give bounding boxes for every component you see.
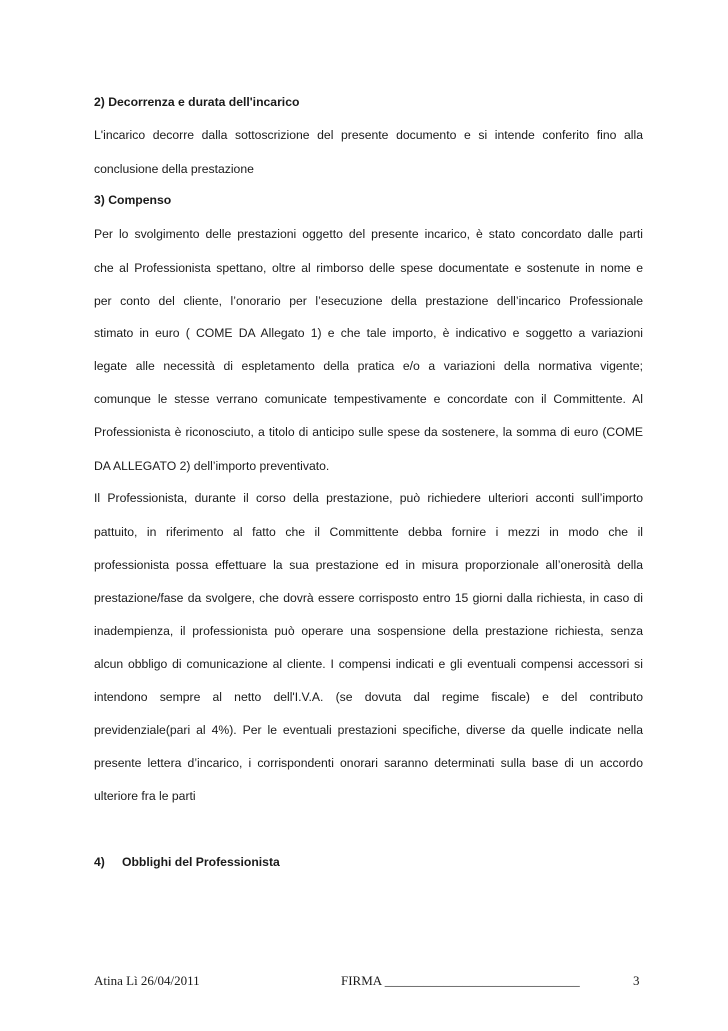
section-3-line: legate alle necessità di espletamento della pratica e/o a variazioni della normativa vigente; [94, 359, 643, 373]
section-3-line: Professionista è riconosciuto, a titolo di anticipo sulle spese da sostenere, la somma di euro (COME [94, 425, 643, 439]
section-3-line: che al Professionista spettano, oltre al rimborso delle spese documentate e sostenute in nome e [94, 261, 643, 275]
section-3-line: intendono sempre al netto dell'I.V.A. (se dovuta dal regime fiscale) e del contributo [94, 690, 643, 704]
section-4-number: 4) [94, 855, 105, 869]
page-number: 3 [633, 973, 640, 988]
section-3-line: ulteriore fra le parti [94, 789, 196, 803]
section-2-line: conclusione della prestazione [94, 162, 254, 176]
section-2-line: L'incarico decorre dalla sottoscrizione del presente documento e si intende conferito fino alla [94, 128, 643, 142]
section-3-line: comunque le stesse verrano comunicate tempestivamente e concordate con il Committente. Al [94, 392, 643, 406]
section-3-heading: 3) Compenso [94, 193, 172, 207]
section-4-title: Obblighi del Professionista [122, 855, 280, 869]
section-3-line: DA ALLEGATO 2) dell’importo preventivato. [94, 459, 330, 473]
footer-place-date: Atina Lì 26/04/2011 [94, 973, 200, 988]
section-3-line: alcun obbligo di comunicazione al cliente. I compensi indicati e gli eventuali compensi accessori si [94, 657, 643, 671]
section-3-line: presente lettera d’incarico, i corrispondenti onorari saranno determinati sulla base di un accordo [94, 756, 643, 770]
section-3-line: prestazione/fase da svolgere, che dovrà essere corrisposto entro 15 giorni dalla richiesta, in caso di [94, 591, 643, 605]
section-3-line: per conto del cliente, l’onorario per l’esecuzione della prestazione dell’incarico Professionale [94, 294, 643, 308]
section-3-line: pattuito, in riferimento al fatto che il Committente debba fornire i mezzi in modo che il [94, 525, 643, 539]
footer-signature-line: FIRMA ______________________________ [341, 973, 580, 988]
section-2-heading: 2) Decorrenza e durata dell'incarico [94, 95, 300, 109]
section-3-line: Il Professionista, durante il corso della prestazione, può richiedere ulteriori acconti sull’importo [94, 491, 643, 505]
section-4-heading [94, 855, 280, 869]
section-3-line: stimato in euro ( COME DA Allegato 1) e che tale importo, è indicativo e soggetto a variazioni [94, 326, 643, 340]
section-3-line: previdenziale(pari al 4%). Per le eventuali prestazioni specifiche, diverse da quelle indicate nella [94, 723, 643, 737]
section-3-line: Per lo svolgimento delle prestazioni oggetto del presente incarico, è stato concordato dalle parti [94, 227, 643, 241]
section-3-line: inadempienza, il professionista può operare una sospensione della prestazione richiesta, senza [94, 624, 643, 638]
section-3-line: professionista possa effettuare la sua prestazione ed in misura proporzionale all’onerosità della [94, 558, 643, 572]
